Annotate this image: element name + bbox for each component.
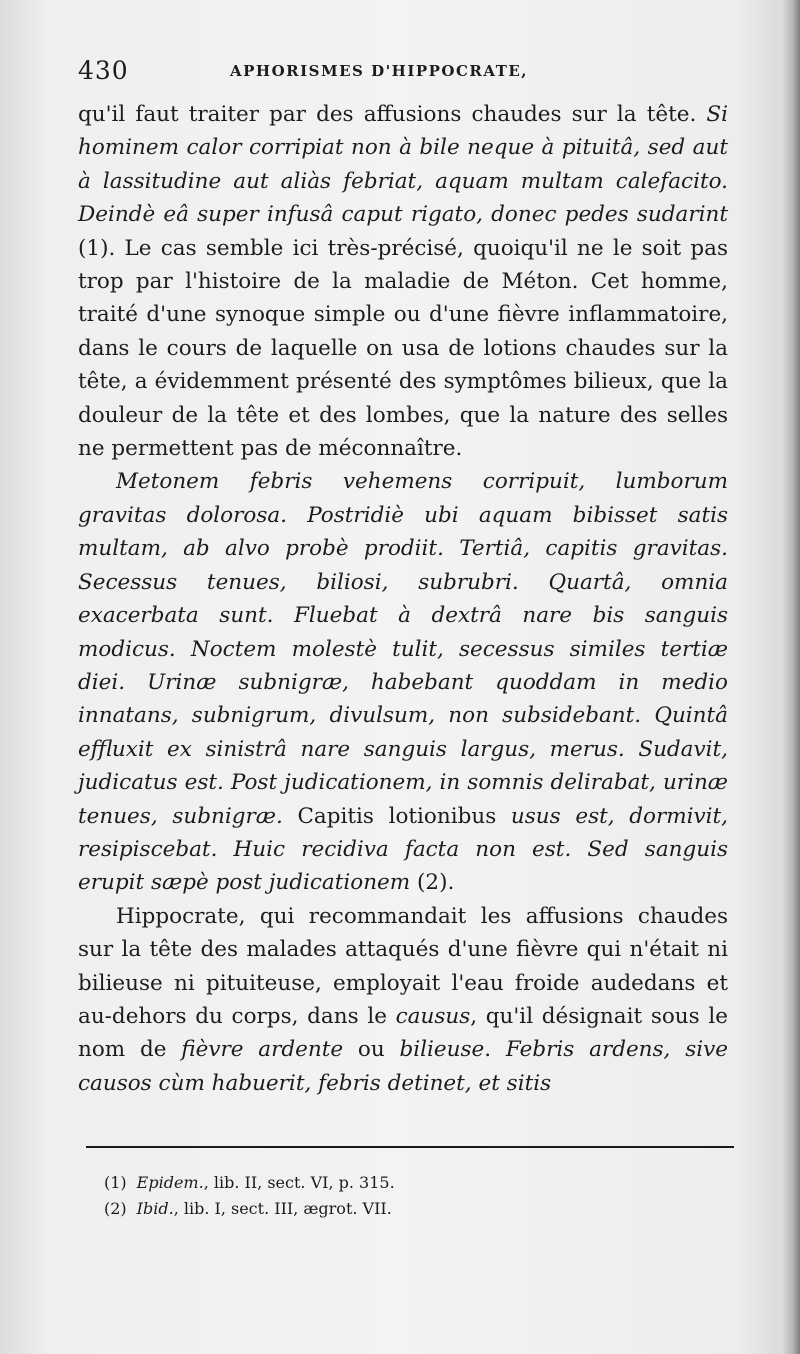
para3-term-causus: causus [395, 1003, 471, 1029]
para1-text-end: (1). Le cas semble ici très-précisé, quoiqu'il ne le soit pas trop par l'histoire de la maladie de Méton. Cet homme, traité d'une synoque simple ou d'une fièvre inflammatoire, dans le cours de laquelle on usa de lotions chaudes sur la tête, a évidemment présenté des symptômes bilieux, que la douleur de la tête et des lombes, que la nature des selles ne permettent pas de méconnaître. [78, 235, 728, 462]
footnote-1-text: , lib. II, sect. VI, p. 315. [203, 1173, 395, 1192]
footnotes [104, 1170, 704, 1222]
para3-text-2: , qu'il désignait sous le nom de [78, 1003, 728, 1063]
footnote-2-ref: Ibid. [136, 1199, 174, 1218]
para3-text-3: ou [343, 1037, 400, 1063]
paragraph-2 [78, 465, 728, 899]
footnote-2-text: , lib. I, sect. III, ægrot. VII. [173, 1199, 392, 1218]
page-edge-shadow [782, 0, 800, 1354]
para2-roman-text: Capitis lotionibus [282, 803, 511, 829]
para2-latin-quote-1: Metonem febris vehemens corripuit, lumborum gravitas dolorosa. Postridiè ubi aquam bibisset satis multam, ab alvo probè prodiit. Tertiâ, capitis gravitas. Secessus tenues, biliosi, subrubri. Quartâ, omnia exacerbata sunt. Fluebat à dextrâ nare bis sanguis modicus. Noctem molestè tulit, secessus similes tertiæ diei. Urinæ subnigræ, habebant quoddam in medio innatans, subnigrum, divulsum, non subsidebant. Quintâ effluxit ex sinistrâ nare sanguis largus, merus. Sudavit, judicatus est. Post judicationem, in somnis delirabat, urinæ tenues, subnigræ. [78, 469, 728, 829]
footnote-1-mark: (1) [104, 1173, 127, 1192]
para2-latin-quote-2: usus est, dormivit, resipiscebat. Huic recidiva facta non est. Sed sanguis erupit sæpè post judicationem [78, 803, 729, 896]
para3-text-4: . [484, 1037, 506, 1063]
footnote-2-mark: (2) [104, 1199, 127, 1218]
footnote-1-ref: Epidem. [136, 1173, 204, 1192]
body-text [78, 98, 728, 1100]
page-header [78, 56, 728, 90]
page-number: 430 [78, 56, 129, 85]
para3-term-fievre-ardente: fièvre ardente [181, 1037, 344, 1063]
para1-latin-quote: Si hominem calor corripiat non à bile neque à pituitâ, sed aut à lassitudine aut aliàs febriat, aquam multam calefacito. Deindè eâ super infusâ caput rigato, donec pedes sudarint [78, 102, 728, 228]
paragraph-3 [78, 900, 728, 1100]
para2-footnote-ref: (2). [410, 870, 455, 896]
para3-term-bilieuse: bilieuse [399, 1037, 485, 1063]
footnote-1 [104, 1170, 704, 1196]
para1-text-start: qu'il faut traiter par des affusions chaudes sur la tête. [78, 102, 707, 127]
running-head: APHORISMES D'HIPPOCRATE, [230, 62, 529, 80]
paragraph-1 [78, 98, 728, 465]
para3-text-1: Hippocrate, qui recommandait les affusions chaudes sur la tête des malades attaqués d'une fièvre qui n'était ni bilieuse ni pituiteuse, employait l'eau froide audedans et au-dehors du corps, dans le [78, 903, 728, 1029]
footnote-2 [104, 1196, 704, 1222]
footnote-rule [86, 1146, 734, 1148]
para3-latin-quote: Febris ardens, sive causos cùm habuerit, febris detinet, et sitis [78, 1037, 728, 1096]
